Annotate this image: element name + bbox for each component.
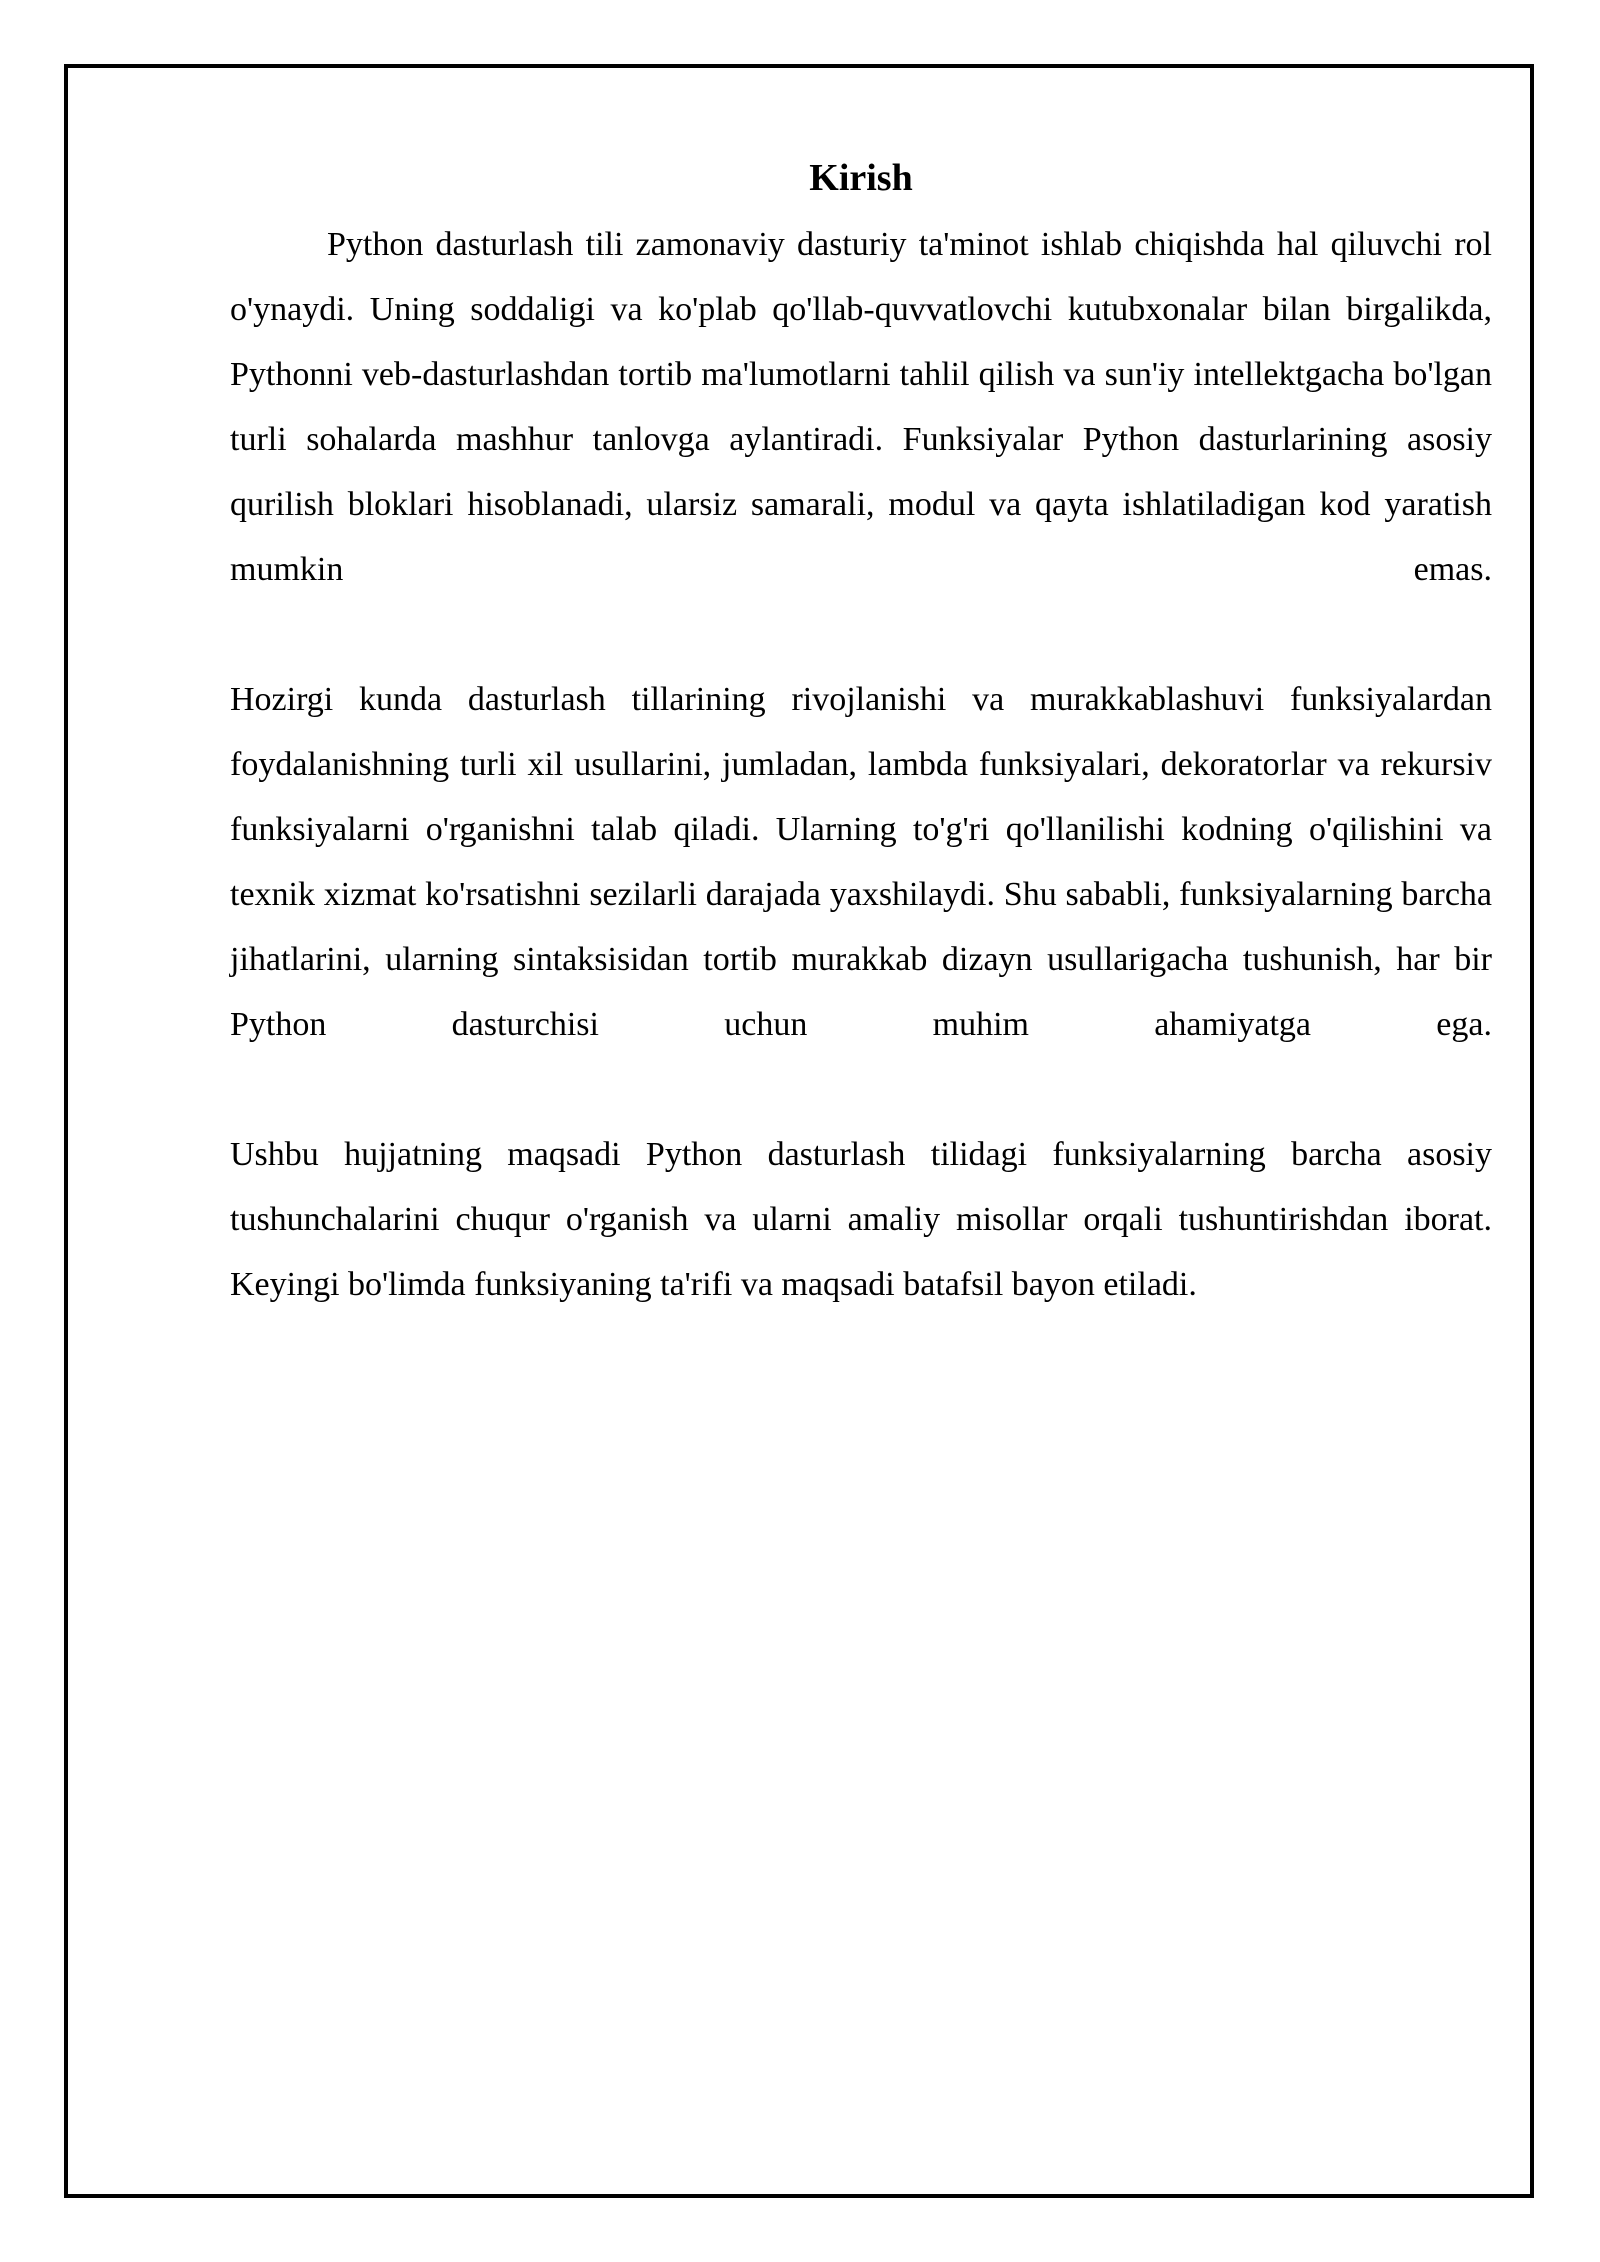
section-title: Kirish — [809, 157, 913, 199]
paragraph-spacer — [230, 602, 1492, 667]
paragraph-purpose: Ushbu hujjatning maqsadi Python dasturlash tilidagi funksiyalarning barcha asosiy tushunchalarini chuqur o'rganish va ularni amaliy misollar orqali tushuntirishdan iborat. Keyingi bo'limda funksiyaning ta'rifi va maqsadi batafsil bayon etiladi. — [230, 1136, 1492, 1303]
paragraph-intro: Python dasturlash tili zamonaviy dasturiy ta'minot ishlab chiqishda hal qiluvchi rol o'ynaydi. Uning soddaligi va ko'plab qo'llab-quvvatlovchi kutubxonalar bilan birgalikda, Pythonni veb-dasturlashdan tortib ma'lumotlarni tahlil qilish va sun'iy intellektgacha bo'lgan turli sohalarda mashhur tanlovga aylantiradi. Funksiyalar Python dasturlarining asosiy qurilish bloklari hisoblanadi, ularsiz samarali, modul va qayta ishlatiladigan kod yaratish mumkin emas. — [230, 226, 1492, 588]
paragraph-spacer — [230, 1057, 1492, 1122]
paragraph-development: Hozirgi kunda dasturlash tillarining rivojlanishi va murakkablashuvi funksiyalardan foydalanishning turli xil usullarini, jumladan, lambda funksiyalari, dekoratorlar va rekursiv funksiyalarni o'rganishni talab qiladi. Ularning to'g'ri qo'llanilishi kodning o'qilishini va texnik xizmat ko'rsatishni sezilarli darajada yaxshilaydi. Shu sababli, funksiyalarning barcha jihatlarini, ularning sintaksisidan tortib murakkab dizayn usullarigacha tushunish, har bir Python dasturchisi uchun muhim ahamiyatga ega. — [230, 681, 1492, 1043]
document-body — [230, 148, 1492, 1317]
